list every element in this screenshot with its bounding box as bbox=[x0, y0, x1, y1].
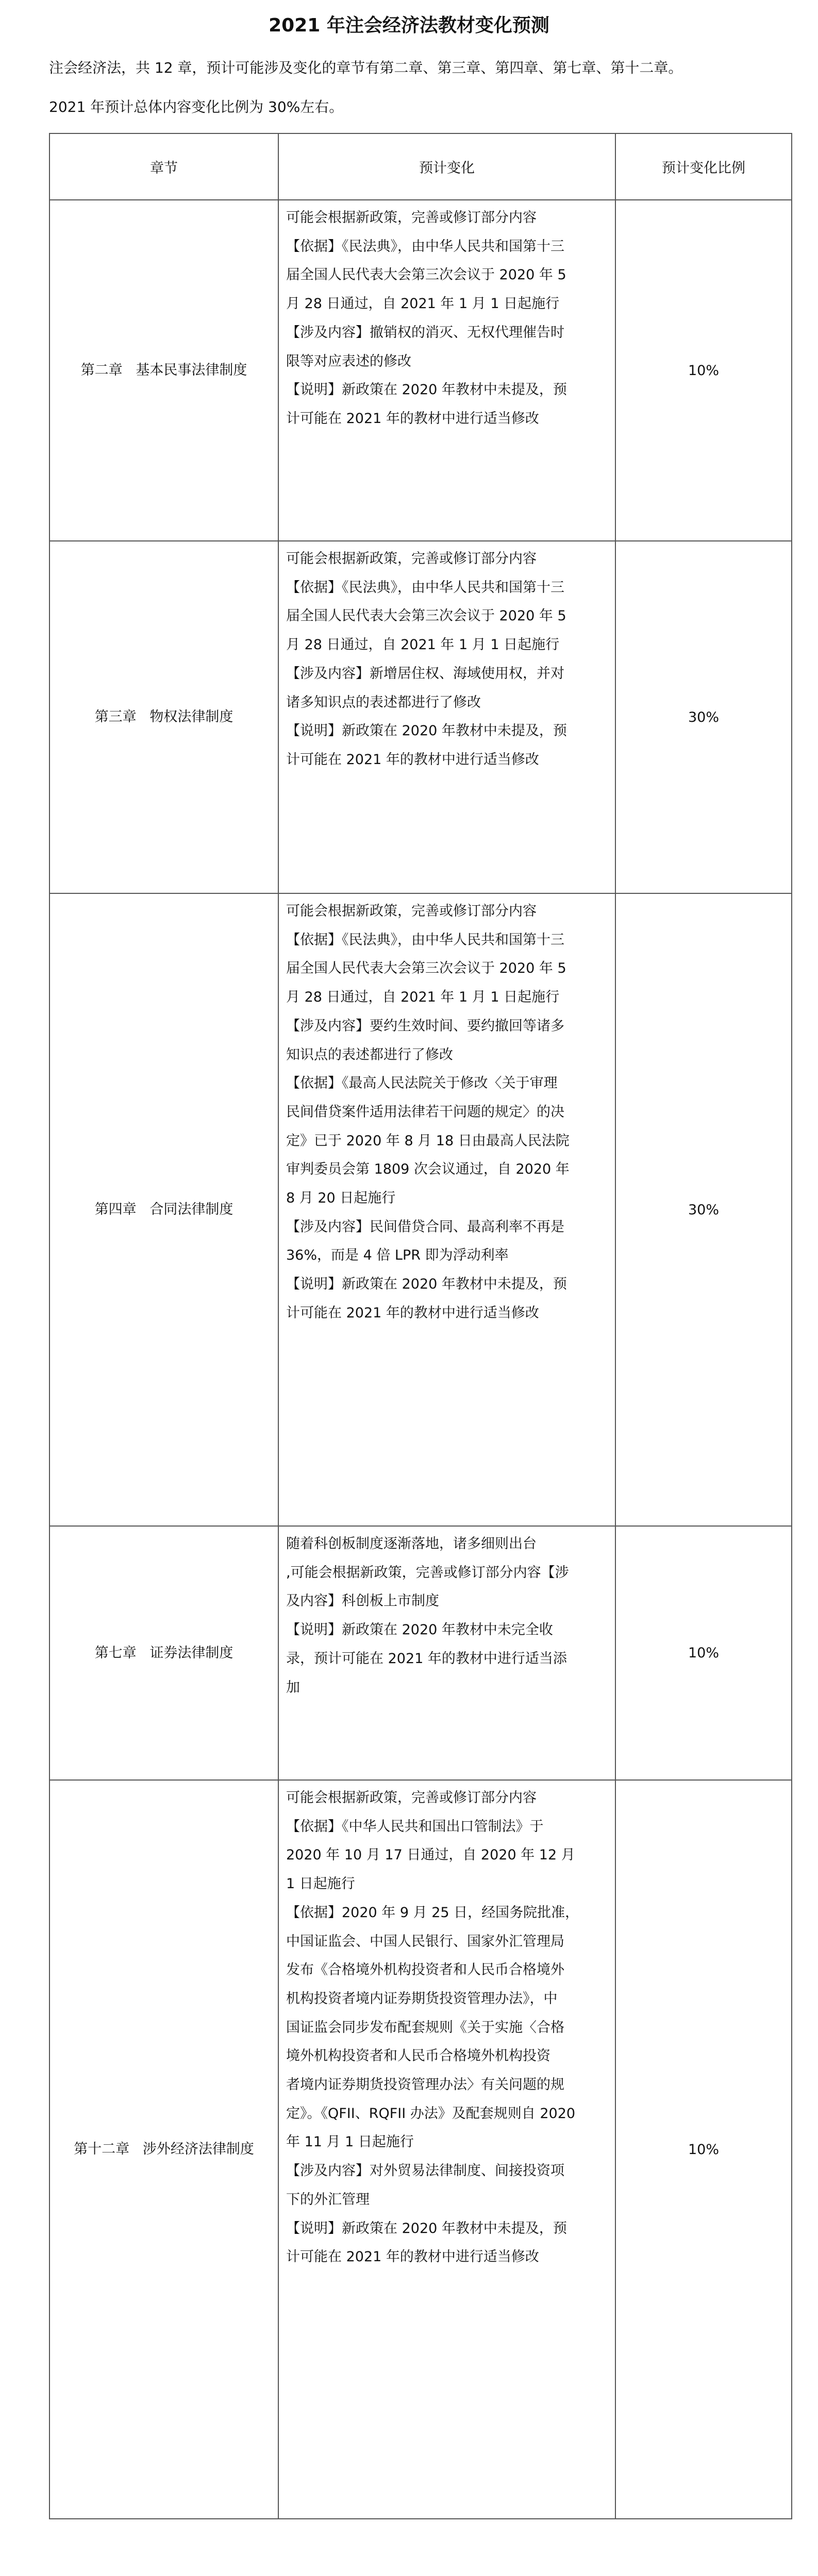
change-text-line: 月 28 日通过，自 2021 年 1 月 1 日起施行 bbox=[286, 989, 560, 1006]
change-text-line: 境外机构投资者和人民币合格境外机构投资 bbox=[286, 2048, 550, 2064]
change-text-line: 中国证监会、中国人民银行、国家外汇管理局 bbox=[286, 1933, 564, 1950]
change-text-line: 录，预计可能在 2021 年的教材中进行适当添 bbox=[286, 1650, 567, 1667]
change-text-line: 【涉及内容】民间借贷合同、最高利率不再是 bbox=[286, 1218, 564, 1235]
table-row bbox=[49, 893, 792, 1526]
change-text-line: 审判委员会第 1809 次会议通过，自 2020 年 bbox=[286, 1161, 570, 1178]
change-text-line: 月 28 日通过，自 2021 年 1 月 1 日起施行 bbox=[286, 296, 560, 312]
change-text-line: 【说明】新政策在 2020 年教材中未完全收 bbox=[286, 1622, 553, 1638]
change-text-line: 【说明】新政策在 2020 年教材中未提及，预 bbox=[286, 382, 567, 398]
change-text-line: 诸多知识点的表述都进行了修改 bbox=[286, 694, 481, 710]
change-text-line: 【依据】《最高人民法院关于修改〈关于审理 bbox=[286, 1075, 558, 1092]
change-text-line: 机构投资者境内证券期货投资管理办法》，中 bbox=[286, 1990, 558, 2007]
table-row bbox=[49, 1780, 792, 2519]
table-header-row bbox=[49, 133, 792, 200]
header-change-ratio: 预计变化比例 bbox=[615, 133, 792, 200]
change-text-line: 【依据】《民法典》，由中华人民共和国第十三 bbox=[286, 238, 564, 255]
change-text-line: 国证监会同步发布配套规则《关于实施〈合格 bbox=[286, 2019, 564, 2036]
change-text-line: 届全国人民代表大会第三次会议于 2020 年 5 bbox=[286, 960, 566, 977]
change-text-line: 民间借贷案件适用法律若干问题的规定〉的决 bbox=[286, 1104, 564, 1120]
chapter-cell: 第四章 合同法律制度 bbox=[49, 893, 278, 1526]
change-ratio-cell: 30% bbox=[615, 893, 792, 1526]
expected-change-cell bbox=[278, 1780, 615, 2519]
intro-summary: 注会经济法，共 12 章，预计可能涉及变化的章节有第二章、第三章、第四章、第七章、第十二章。 bbox=[49, 59, 683, 76]
change-text-line: 计可能在 2021 年的教材中进行适当修改 bbox=[286, 1304, 539, 1321]
change-text-line: 年 11 月 1 日起施行 bbox=[286, 2134, 414, 2150]
table-row bbox=[49, 541, 792, 893]
change-ratio-cell: 10% bbox=[615, 1526, 792, 1780]
change-text-line: 下的外汇管理 bbox=[286, 2191, 370, 2208]
change-text-line: 【说明】新政策在 2020 年教材中未提及，预 bbox=[286, 723, 567, 739]
change-text-line: 【说明】新政策在 2020 年教材中未提及，预 bbox=[286, 1276, 567, 1293]
change-text-line: 36%，而是 4 倍 LPR 即为浮动利率 bbox=[286, 1247, 509, 1264]
change-text-line: 届全国人民代表大会第三次会议于 2020 年 5 bbox=[286, 608, 566, 624]
change-text-line: 【依据】2020 年 9 月 25 日，经国务院批准， bbox=[286, 1904, 579, 1921]
change-text-line: 及内容】科创板上市制度 bbox=[286, 1593, 439, 1609]
change-text-line: 随着科创板制度逐渐落地，诸多细则出台 bbox=[286, 1536, 537, 1552]
change-ratio-cell: 10% bbox=[615, 200, 792, 541]
document-title: 2021 年注会经济法教材变化预测 bbox=[269, 15, 549, 36]
change-text-line: 可能会根据新政策，完善或修订部分内容 bbox=[286, 903, 537, 919]
change-text-line: 加 bbox=[286, 1679, 300, 1696]
expected-change-cell bbox=[278, 893, 615, 1526]
change-text-line: 月 28 日通过，自 2021 年 1 月 1 日起施行 bbox=[286, 637, 560, 653]
change-text-line: 届全国人民代表大会第三次会议于 2020 年 5 bbox=[286, 267, 566, 283]
change-text-line: 知识点的表述都进行了修改 bbox=[286, 1046, 453, 1063]
chapter-cell: 第七章 证券法律制度 bbox=[49, 1526, 278, 1780]
change-text-line: 【依据】《民法典》，由中华人民共和国第十三 bbox=[286, 931, 564, 948]
change-text-line: 计可能在 2021 年的教材中进行适当修改 bbox=[286, 410, 539, 427]
header-chapter: 章节 bbox=[49, 133, 278, 200]
change-text-line: ,可能会根据新政策，完善或修订部分内容【涉 bbox=[286, 1564, 569, 1581]
table-row bbox=[49, 200, 792, 541]
change-text-line: 可能会根据新政策，完善或修订部分内容 bbox=[286, 210, 537, 226]
change-text-line: 8 月 20 日起施行 bbox=[286, 1190, 396, 1207]
chapter-cell: 第三章 物权法律制度 bbox=[49, 541, 278, 893]
change-text-line: 计可能在 2021 年的教材中进行适当修改 bbox=[286, 2249, 539, 2265]
expected-change-cell bbox=[278, 200, 615, 541]
change-text-line: 2020 年 10 月 17 日通过，自 2020 年 12 月 bbox=[286, 1847, 575, 1863]
change-text-line: 【说明】新政策在 2020 年教材中未提及，预 bbox=[286, 2220, 567, 2236]
change-text-line: 【涉及内容】要约生效时间、要约撤回等诸多 bbox=[286, 1018, 564, 1034]
change-text-line: 【依据】《民法典》，由中华人民共和国第十三 bbox=[286, 579, 564, 596]
header-expected-change: 预计变化 bbox=[278, 133, 615, 200]
change-text-line: 可能会根据新政策，完善或修订部分内容 bbox=[286, 551, 537, 567]
change-text-line: 发布《合格境外机构投资者和人民币合格境外 bbox=[286, 1962, 564, 1978]
change-ratio-cell: 30% bbox=[615, 541, 792, 893]
change-text-line: 【涉及内容】对外贸易法律制度、间接投资项 bbox=[286, 2163, 564, 2179]
change-text-line: 者境内证券期货投资管理办法〉有关问题的规 bbox=[286, 2077, 564, 2093]
change-text-line: 可能会根据新政策，完善或修订部分内容 bbox=[286, 1790, 537, 1806]
change-text-line: 限等对应表述的修改 bbox=[286, 353, 411, 369]
change-text-line: 定》。《QFII、RQFII 办法》及配套规则自 2020 bbox=[286, 2105, 576, 2122]
change-text-line: 计可能在 2021 年的教材中进行适当修改 bbox=[286, 751, 539, 768]
chapter-cell: 第十二章 涉外经济法律制度 bbox=[49, 1780, 278, 2519]
change-text-line: 定》已于 2020 年 8 月 18 日由最高人民法院 bbox=[286, 1132, 570, 1149]
change-text-line: 【涉及内容】新增居住权、海域使用权，并对 bbox=[286, 665, 564, 682]
expected-change-cell bbox=[278, 1526, 615, 1780]
change-text-line: 【涉及内容】撤销权的消灭、无权代理催告时 bbox=[286, 324, 564, 341]
change-ratio-cell: 10% bbox=[615, 1780, 792, 2519]
expected-change-cell bbox=[278, 541, 615, 893]
forecast-table bbox=[49, 133, 792, 2519]
intro-overall-ratio: 2021 年预计总体内容变化比例为 30%左右。 bbox=[49, 98, 344, 115]
change-text-line: 【依据】《中华人民共和国出口管制法》于 bbox=[286, 1818, 544, 1835]
change-text-line: 1 日起施行 bbox=[286, 1876, 355, 1892]
chapter-cell: 第二章 基本民事法律制度 bbox=[49, 200, 278, 541]
table-row bbox=[49, 1526, 792, 1780]
